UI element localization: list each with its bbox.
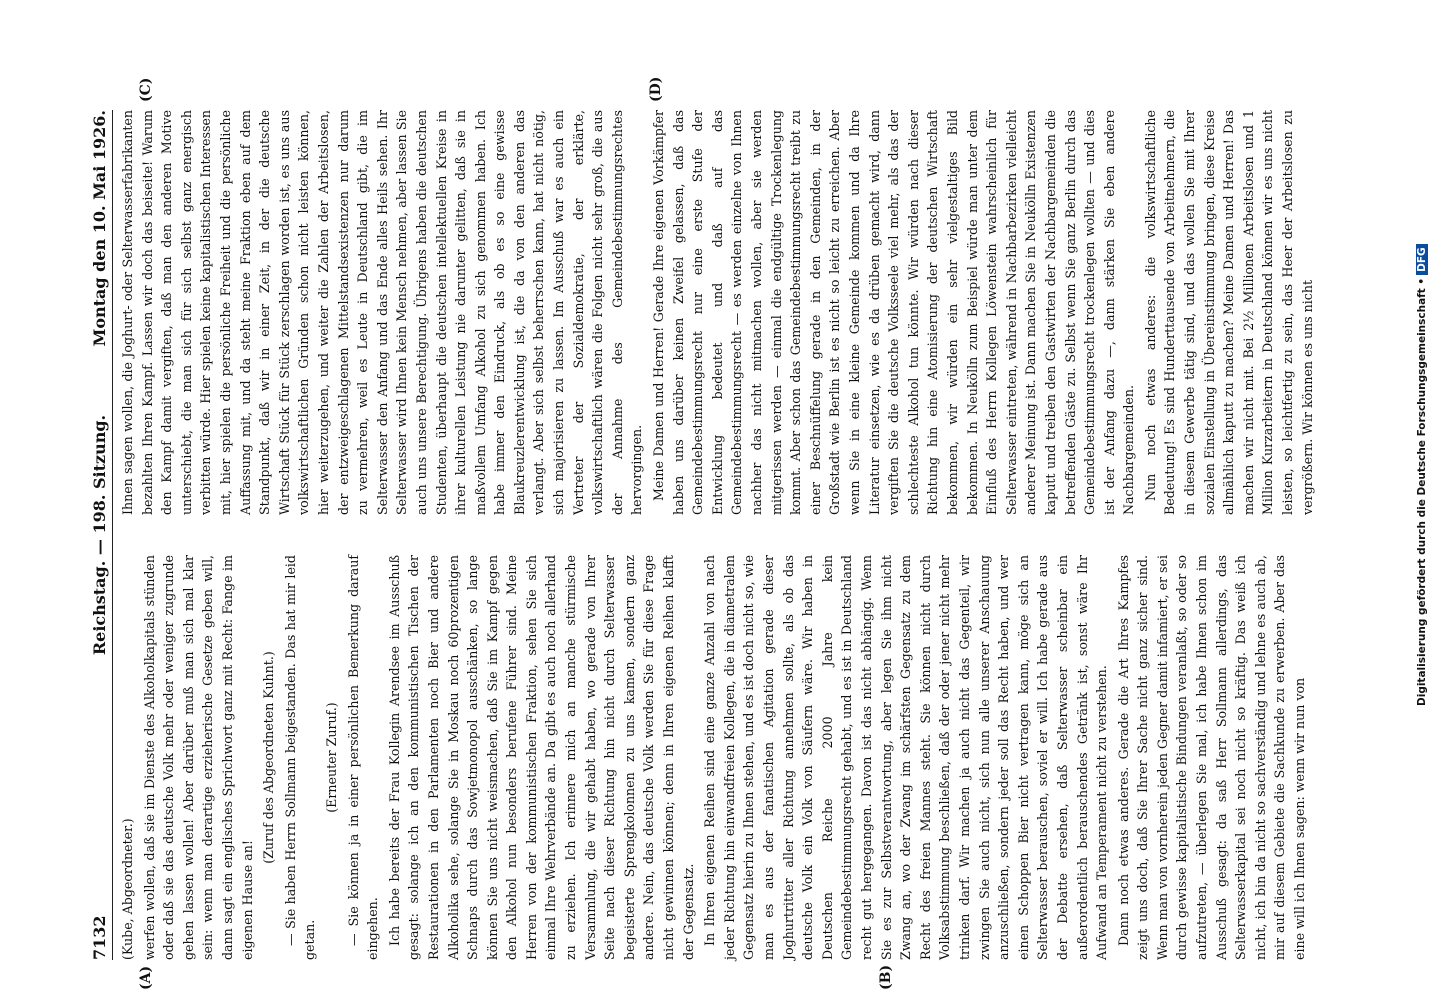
- interjection: (Erneuter Zuruf.): [323, 702, 339, 813]
- margin-marker-b: (B): [878, 964, 894, 990]
- digitization-credit: [1414, 16, 1430, 706]
- running-title: Reichstag. — 198. Sitzung.: [90, 414, 109, 656]
- paragraph: Meine Damen und Herren! Gerade Ihre eigenen Vorkämpfer haben uns darüber keinen Zweifel gelassen, daß das Gemeindebestimmungsrecht nur eine erste Stufe der Entwicklung bedeutet und daß auf das Gemeindebestimmungsrecht — es werden einzelne von Ihnen nachher das nicht mitmachen wollen, aber sie werden mitgerissen werden — einmal die endgültige Trockenlegung kommt. Aber schon das Gemeindebestimmungsrecht treibt zu einer Beschnüffelung gerade in den Gemeinden, in der Großstadt wie Berlin ist es nicht so leicht zu erreichen. Aber wenn Sie in eine kleine Gemeinde kommen und da Ihre Literatur einsetzen, wie es da drüben gemacht wird, dann vergiften Sie die deutsche Volksseele viel mehr, als das der schlechteste Alkohol tun könnte. Wir würden nach dieser Richtung hin eine Atomisierung der deutschen Wirtschaft bekommen, wir würden ein sehr vielgestaltiges Bild bekommen. In Neukölln zum Beispiel würde man unter dem Einfluß des Herrn Kollegen Löwenstein wahrscheinlich für Selterwasser eintreten, während in Nachbarbezirken vielleicht anderer Meinung ist. Dann machen Sie in Neukölln Existenzen kaputt und treiben den Gastwirten der Nachbargemeinden die betreffenden Gäste zu. Selbst wenn Sie ganz Berlin durch das Gemeindebestimmungsrecht trockenlegen wollten — und dies ist der Anfang dazu —, dann stärken Sie eben andere Nachbargemeinden.: [651, 110, 1137, 515]
- credit-text: Digitalisierung gefördert durch die Deutsche Forschungsgemeinschaft •: [1416, 277, 1428, 706]
- page-number: 7132: [90, 915, 109, 960]
- margin-marker-a: (A): [138, 965, 154, 990]
- session-date: Montag den 10. Mai 1926.: [90, 110, 109, 347]
- paragraph: Ich habe bereits der Frau Kollegin Arendsee im Ausschuß gesagt: solange ich an den kommunistischen Tischen der Restaurationen in den Parlamenten noch Bier und andere Alkoholika sehe, solange Sie in Moskau noch 60prozentigen Schnaps durch das Sowjetmonopol ausschänken, so lange können Sie uns nicht weismachen, daß Sie im Kampf gegen den Alkohol nun besonders berufene Führer sind. Meine Herren von der kommunistischen Fraktion, sehen Sie sich einmal Ihre Wehrverbände an. Da gibt es auch noch allerhand zu erziehen. Ich erinnere mich an manche stürmische Versammlung, die wir gehabt haben, wo gerade von Ihrer Seite nach dieser Richtung hin nicht durch Selterwasser begeisterte Sprengkolonnen zu uns kamen, sondern ganz andere. Nein, das deutsche Volk werden Sie für diese Frage nicht gewinnen können; denn in Ihren eigenen Reihen klafft der Gegensatz.: [386, 555, 696, 960]
- paragraph: Nun noch etwas anderes: die volkswirtschaftliche Bedeutung! Es sind Hunderttausende von Arbeitnehmern, die in diesem Gewerbe tätig sind, und das wollen Sie mit Ihrer sozialen Einstellung in Übereinstimmung bringen, diese Kreise allmählich kaputt zu machen? Meine Damen und Herren! Das machen wir nicht mit. Bei 2½ Millionen Arbeitslosen und 1 Million Kurzarbeitern in Deutschland können wir es uns nicht leisten, so leichtfertig zu sein, das Heer der Arbeitslosen zu vergrößern. Wir können es uns nicht: [1142, 110, 1315, 515]
- paragraph: — Sie haben Herrn Sollmann beigestanden. Das hat mir leid getan.: [282, 555, 318, 960]
- left-column: [118, 555, 1308, 960]
- speaker-line: (Kube, Abgeordneter.): [120, 818, 135, 960]
- header-rule: [112, 110, 113, 960]
- paragraph: Dann noch etwas anderes. Gerade die Art Ihres Kampfes zeigt uns doch, daß Sie Ihrer Sache nicht ganz sicher sind. Wenn man von vornherein jeden Gegner damit infamiert, er sei durch gewisse kapitalistische Bindungen veranlaßt, so oder so aufzutreten, — überlegen Sie mal, ich habe Ihnen schon im Ausschuß gesagt: da saß Herr Sollmann allerdings, das Selterwasserkapital sei noch nicht so kräftig. Das weiß ich nicht, ich bin da nicht so sachverständig und lehne es auch ab, mir auf diesem Gebiete die Sachkunde zu erwerben. Aber das eine will ich Ihnen sagen: wenn wir nun von: [1115, 555, 1308, 960]
- right-column: [118, 110, 1315, 515]
- margin-marker-d: (D): [648, 76, 664, 102]
- page-header: [88, 110, 114, 960]
- dfg-logo: DFG: [1416, 244, 1428, 275]
- paragraph: — Sie können ja in einer persönlichen Bemerkung darauf eingehen.: [345, 555, 381, 960]
- paragraph: werfen wollen, daß sie im Dienste des Alkoholkapitals stünden oder daß sie das deutsche Volk mehr oder weniger zugrunde gehen lassen wollen! Aber darüber muß man sich mal klar sein: wenn man derartige erzieherische Gesetze geben will, dann sagt ein englisches Sprichwort ganz mit Recht: Fange im eigenen Hause an!: [141, 555, 255, 960]
- margin-marker-c: (C): [138, 77, 154, 102]
- paragraph: Ihnen sagen wollen, die Joghurt- oder Selterwasserfabrikanten bezahlten Ihren Kampf. Lassen wir doch das beiseite! Warum den Kampf damit vergiften, daß man den anderen Motive unterschiebt, die man sich für sich selbst ganz energisch verbitten würde. Hier spielen keine kapitalistischen Interessen mit, hier spielen die persönliche Freiheit und die persönliche Auffassung mit, und da steht meine Fraktion eben auf dem Standpunkt, daß wir in einer Zeit, in der die deutsche Wirtschaft Stück für Stück zerschlagen worden ist, es uns aus volkswirtschaftlichen Gründen schon nicht leisten können, hier weiterzugehen, und weiter die Zahlen der Arbeitslosen, der entzweigeschlagenen Mittelstandsexistenzen nur darum zu vermehren, weil es Leute in Deutschland gibt, die im Selterwasser den Anfang und das Ende alles Heils sehen. Ihr Selterwasser wird Ihnen kein Mensch nehmen, aber lassen Sie auch uns unsere Berechtigung. Übrigens haben die deutschen Studenten, überhaupt die deutschen intellektuellen Kreise in ihrer kulturellen Leistung nie darunter gelitten, daß sie in maßvollem Umfang Alkohol zu sich genommen haben. Ich habe immer den Eindruck, als ob es so eine gewisse Blaukreuzlerentwicklung ist, die da von den anderen das verlangt. Aber sich selbst beherrschen kann, hat nicht nötig, sich majorisieren zu lassen. Im Ausschuß war es auch ein Vertreter der Sozialdemokratie, der erklärte, volkswirtschaftlich wären die Folgen nicht sehr groß, die aus der Annahme des Gemeindebestimmungsrechtes hervorgingen.: [120, 110, 645, 515]
- rotated-page: [88, 76, 1315, 990]
- paragraph: In Ihren eigenen Reihen sind eine ganze Anzahl von nach jeder Richtung hin einwandfreien Kollegen, die in diametralem Gegensatz hierin zu Ihnen stehen, und es ist doch nicht so, wie man es aus der fanatischen Agitation gerade dieser Joghurtritter aller Richtung annehmen sollte, als ob das deutsche Volk ein Volk von Säufern wäre. Wir haben in Deutschen Reiche 2000 Jahre kein Gemeindebestimmungsrecht gehabt, und es ist in Deutschland recht gut hergegangen. Davon ist das nicht abhängig. Wenn Sie es zur Selbstverantwortung, aber legen Sie ihm nicht Zwang an, wo der Zwang im schärfsten Gegensatz zu dem Recht des freien Mannes steht. Sie können nicht durch Volksabstimmung beschließen, daß der oder jener nicht mehr trinken darf. Wir machen ja auch nicht das Gegenteil, wir zwingen Sie auch nicht, sich nun alle unserer Anschauung anzuschließen, sondern jeder soll das Recht haben, und wer einen Schoppen Bier nicht vertragen kann, möge sich an Selterwasser berauschen, soviel er will. Ich habe gerade aus der Debatte ersehen, daß Selterwasser scheinbar ein außerordentlich berauschendes Getränk ist, sonst wäre Ihr Aufwand an Temperament nicht zu verstehen.: [702, 555, 1110, 960]
- interjection: (Zuruf des Abgeordneten Kuhnt.): [261, 651, 277, 864]
